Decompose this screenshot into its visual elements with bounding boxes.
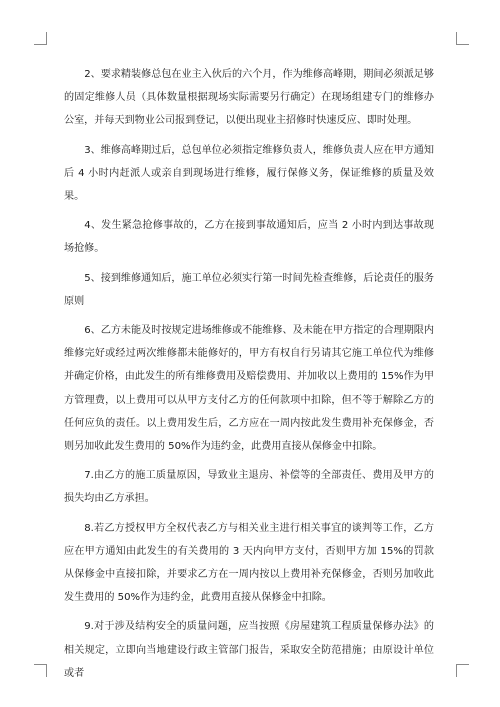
crop-mark-bottom-left — [34, 664, 47, 677]
paragraph-7: 7.由乙方的施工质量原因，导致业主退房、补偿等的全部责任、费用及甲方的损失均由乙方承担。 — [64, 470, 434, 505]
paragraph-2: 2、要求精装修总包在业主入伙后的六个月，作为维修高峰期，期间必须派足够的固定维修人员（具体数量根据现场实际需要另行确定）在现场组建专门的维修办公室，并每天到物业公司报到登记，以便出现业主招修时快速反应、即时处理。 — [64, 69, 434, 127]
crop-mark-top-left — [34, 32, 47, 45]
paragraph-9: 9.对于涉及结构安全的质量问题，应当按照《房屋建筑工程质量保修办法》的相关规定，立即向当地建设行政主管部门报告，采取安全防范措施；由原设计单位或者 — [64, 621, 434, 679]
crop-mark-top-right — [456, 32, 469, 45]
paragraph-4: 4、发生紧急抢修事故的，乙方在接到事故通知后，应当 2 小时内到达事故现场抢修。 — [64, 220, 434, 255]
crop-mark-bottom-right — [456, 664, 469, 677]
document-body — [64, 63, 434, 691]
paragraph-6: 6、乙方未能及时按规定进场维修或不能维修、及未能在甲方指定的合理期限内维修完好或经过两次维修都未能修好的，甲方有权自行另请其它施工单位代为维修并确定价格，由此发生的所有维修费用及赔偿费用、并加收以上费用的 15%作为甲方管理费，以上费用可以从甲方支付乙方的任何款项中扣除，但不等于解除乙方的任何应负的责任。以上费用发生后，乙方应在一周内按此发生费用补充保修金，否则另加收此发生费用的 50%作为违约金，此费用直接从保修金中扣除。 — [64, 325, 434, 453]
paragraph-5: 5、接到维修通知后，施工单位必须实行第一时间先检查维修，后论责任的服务原则 — [64, 272, 434, 307]
paragraph-3: 3、维修高峰期过后，总包单位必须指定维修负责人，维修负责人应在甲方通知后 4 小时内赶派人或亲自到现场进行维修，履行保修义务，保证维修的质量及效果。 — [64, 144, 434, 203]
paragraph-8: 8.若乙方授权甲方全权代表乙方与相关业主进行相关事宜的谈判等工作，乙方应在甲方通知由此发生的有关费用的 3 天内向甲方支付，否则甲方加 15%的罚款从保修金中直接扣除，并要求乙方在一周内按以上费用补充保修金，否则另加收此发生费用的 50%作为违约金，此费用直接从保修金中扣除。 — [64, 522, 434, 604]
